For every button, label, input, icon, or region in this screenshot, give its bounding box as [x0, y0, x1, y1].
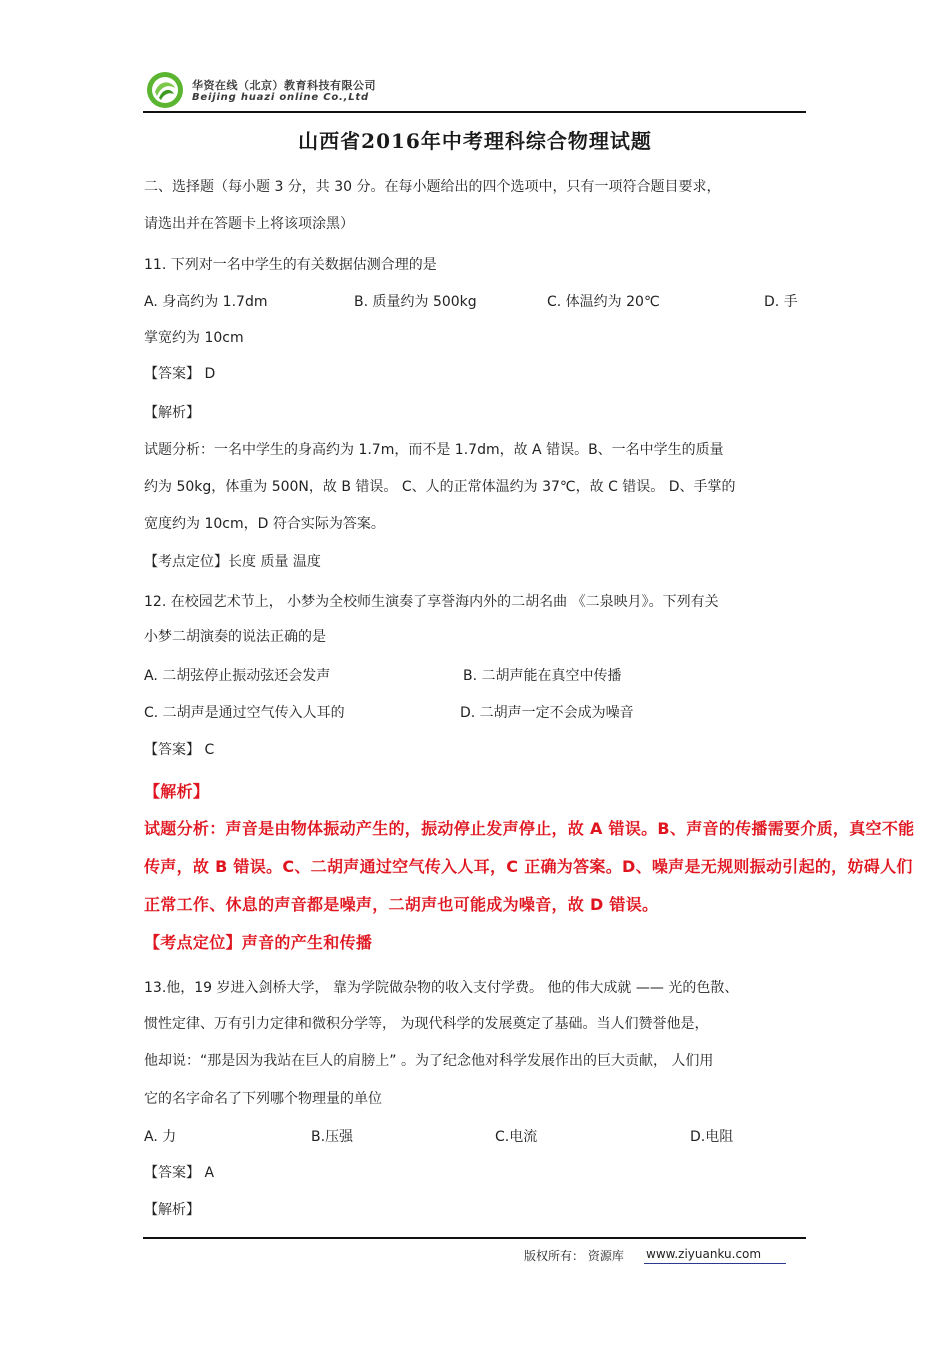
q13-analysis-label: 【解析】 [144, 1202, 200, 1218]
q12-stem-line1: 12. 在校园艺术节上， 小梦为全校师生演奏了享誉海内外的二胡名曲 《二泉映月》。下列有关 [144, 594, 719, 610]
q13-option-c: C.电流 [495, 1129, 538, 1145]
q12-answer: 【答案】 C [144, 742, 215, 758]
page-title: 山西省2016年中考理科综合物理试题 [298, 129, 652, 153]
q11-option-d-continued: 掌宽约为 10cm [144, 330, 244, 346]
q13-stem-line1: 13.他，19 岁进入剑桥大学， 靠为学院做杂物的收入支付学费。 他的伟大成就 —— 光的色散、 [144, 980, 739, 996]
q11-option-b: B. 质量约为 500kg [354, 294, 477, 310]
company-logo-icon [145, 70, 185, 110]
q12-knowledge-point: 【考点定位】声音的产生和传播 [144, 933, 373, 952]
q11-analysis-label: 【解析】 [144, 405, 200, 421]
q12-option-a: A. 二胡弦停止振动弦还会发声 [144, 668, 331, 684]
q13-option-a: A. 力 [144, 1129, 177, 1145]
q12-option-b: B. 二胡声能在真空中传播 [463, 668, 622, 684]
footer-link-underline [644, 1263, 786, 1264]
q11-knowledge-point: 【考点定位】长度 质量 温度 [144, 554, 321, 570]
q13-stem-line3: 他却说：“那是因为我站在巨人的肩膀上” 。为了纪念他对科学发展作出的巨大贡献， 人们用 [144, 1053, 714, 1069]
footer-copyright: 版权所有： 资源库 [524, 1249, 624, 1263]
q13-stem-line2: 惯性定律、万有引力定律和微积分学等， 为现代科学的发展奠定了基础。当人们赞誉他是， [144, 1016, 709, 1032]
q11-analysis-line2: 约为 50kg，体重为 500N，故 B 错误。 C、人的正常体温约为 37℃，故 C 错误。 D、手掌的 [144, 479, 736, 495]
footer-website-link[interactable]: www.ziyuanku.com [646, 1247, 762, 1261]
q12-analysis-line2: 传声，故 B 错误。C、二胡声通过空气传入人耳，C 正确为答案。D、噪声是无规则振动引起的，妨碍人们 [144, 857, 913, 876]
q12-analysis-label: 【解析】 [144, 782, 210, 801]
company-name-en: Beijing huazi online Co.,Ltd [192, 92, 369, 103]
q12-analysis-line1: 试题分析：声音是由物体振动产生的，振动停止发声停止，故 A 错误。B、声音的传播需要介质，真空不能 [144, 819, 915, 838]
section-intro-line2: 请选出并在答题卡上将该项涂黑） [144, 216, 354, 232]
q13-stem-line4: 它的名字命名了下列哪个物理量的单位 [144, 1091, 382, 1107]
q12-analysis-line3: 正常工作、休息的声音都是噪声，二胡声也可能成为噪音，故 D 错误。 [144, 895, 659, 914]
q12-option-d: D. 二胡声一定不会成为噪音 [460, 705, 634, 721]
q11-option-d: D. 手 [764, 294, 798, 310]
q12-stem-line2: 小梦二胡演奏的说法正确的是 [144, 629, 326, 645]
company-name-cn: 华资在线（北京）教育科技有限公司 [192, 79, 376, 92]
q11-stem: 11. 下列对一名中学生的有关数据估测合理的是 [144, 257, 437, 273]
header-divider [143, 111, 806, 113]
q11-option-c: C. 体温约为 20℃ [547, 294, 660, 310]
section-intro-line1: 二、选择题（每小题 3 分，共 30 分。在每小题给出的四个选项中，只有一项符合题目要求， [144, 179, 721, 195]
q12-option-c: C. 二胡声是通过空气传入人耳的 [144, 705, 345, 721]
q11-answer: 【答案】 D [144, 366, 216, 382]
q11-analysis-line1: 试题分析：一名中学生的身高约为 1.7m，而不是 1.7dm，故 A 错误。B、一名中学生的质量 [144, 442, 724, 458]
q13-option-d: D.电阻 [690, 1129, 734, 1145]
q11-analysis-line3: 宽度约为 10cm，D 符合实际为答案。 [144, 516, 385, 532]
q13-option-b: B.压强 [311, 1129, 354, 1145]
q11-option-a: A. 身高约为 1.7dm [144, 294, 268, 310]
footer-divider [143, 1237, 806, 1239]
q13-answer: 【答案】 A [144, 1165, 215, 1181]
